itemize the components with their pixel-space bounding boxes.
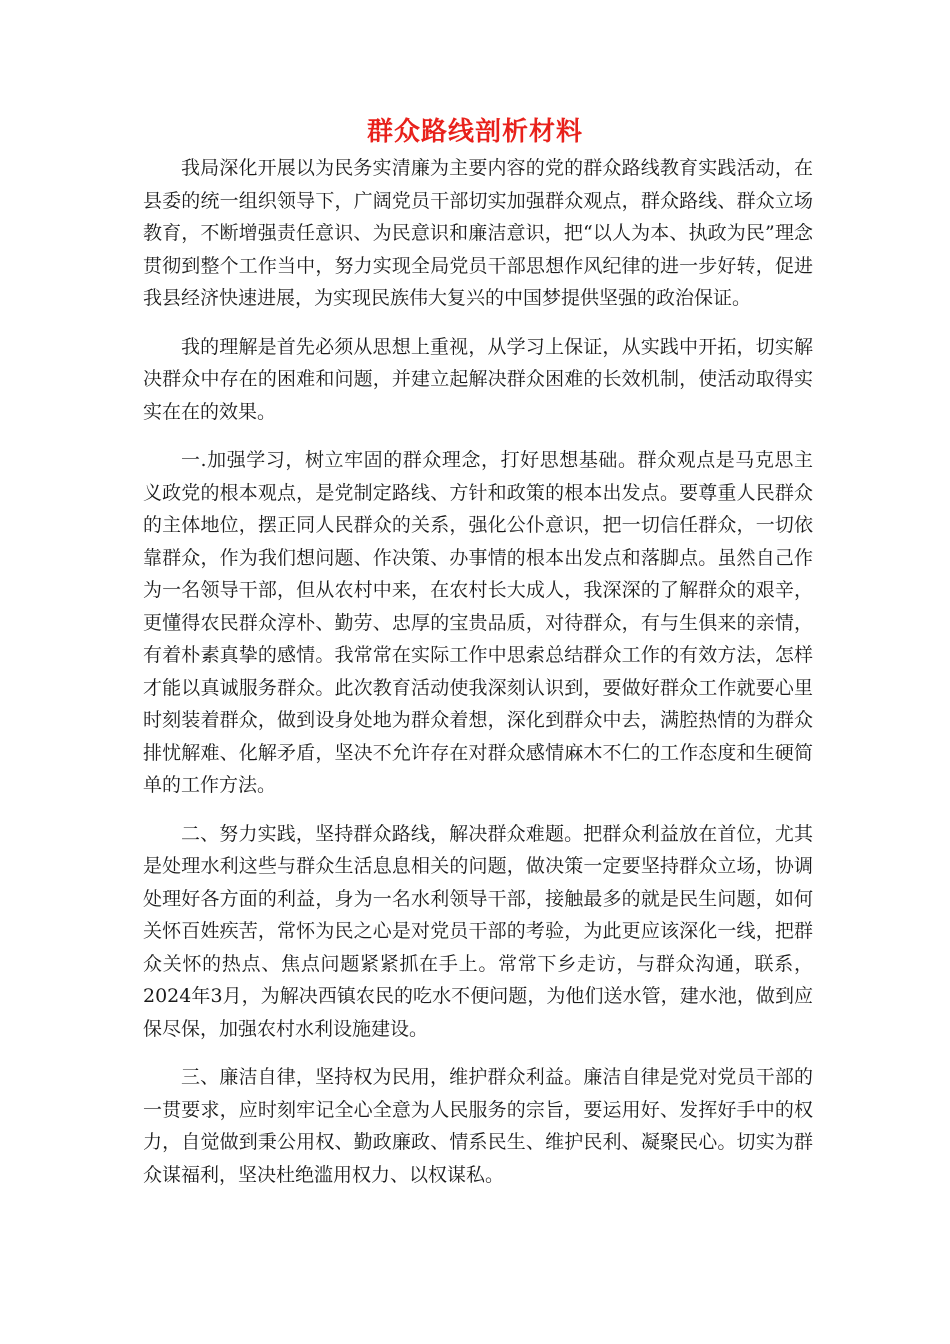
paragraph-intro: 我局深化开展以为民务实清廉为主要内容的党的群众路线教育实践活动，在县委的统一组织领导下，广阔党员干部切实加强群众观点，群众路线、群众立场教育，不断增强责任意识、为民意识和廉洁意识，把“以人为本、执政为民”理念贯彻到整个工作当中，努力实现全局党员干部思想作风纪律的进一步好转，促进我县经济快速进展，为实现民族伟大复兴的中国梦提供坚强的政治保证。 xyxy=(143,157,813,309)
paragraph-understanding: 我的理解是首先必须从思想上重视，从学习上保证，从实践中开拓，切实解决群众中存在的困难和问题，并建立起解决群众困难的长效机制，使活动取得实实在在的效果。 xyxy=(143,335,813,423)
paragraph-section-1: 一.加强学习，树立牢固的群众理念，打好思想基础。群众观点是马克思主义政党的根本观点，是党制定路线、方针和政策的根本出发点。要尊重人民群众的主体地位，摆正同人民群众的关系，强化公仆意识，把一切信任群众，一切依靠群众，作为我们想问题、作决策、办事情的根本出发点和落脚点。虽然自己作为一名领导干部，但从农村中来，在农村长大成人，我深深的了解群众的艰辛，更懂得农民群众淳朴、勤劳、忠厚的宝贵品质，对待群众，有与生俱来的亲情，有着朴素真挚的感情。我常常在实际工作中思索总结群众工作的有效方法，怎样才能以真诚服务群众。此次教育活动使我深刻认识到，要做好群众工作就要心里时刻装着群众，做到设身处地为群众着想，深化到群众中去，满腔热情的为群众排忧解难、化解矛盾，坚决不允许存在对群众感情麻木不仁的工作态度和生硬简单的工作方法。 xyxy=(143,449,813,796)
document-title: 群众路线剖析材料 xyxy=(366,117,583,147)
document-body xyxy=(143,152,813,1191)
paragraph-section-2: 二、努力实践，坚持群众路线，解决群众难题。把群众利益放在首位，尤其是处理水利这些与群众生活息息相关的问题，做决策一定要坚持群众立场，协调处理好各方面的利益，身为一名水利领导干部，接触最多的就是民生问题，如何关怀百姓疾苦，常怀为民之心是对党员干部的考验，为此更应该深化一线，把群众关怀的热点、焦点问题紧紧抓在手上。常常下乡走访，与群众沟通，联系，2024年3月，为解决西镇农民的吃水不便问题，为他们送水管，建水池，做到应保尽保，加强农村水利设施建设。 xyxy=(143,822,813,1040)
paragraph-section-3: 三、廉洁自律，坚持权为民用，维护群众利益。廉洁自律是党对党员干部的一贯要求，应时刻牢记全心全意为人民服务的宗旨，要运用好、发挥好手中的权力，自觉做到秉公用权、勤政廉政、情系民生、维护民利、凝聚民心。切实为群众谋福利，坚决杜绝滥用权力、以权谋私。 xyxy=(143,1066,813,1186)
